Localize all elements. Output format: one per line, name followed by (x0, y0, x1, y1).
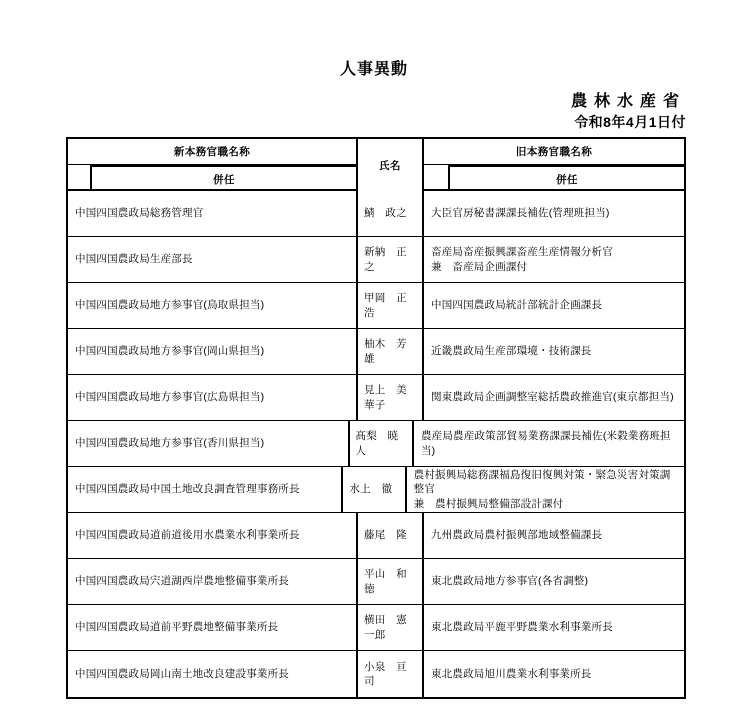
new-post-line-1: 中国四国農政局生産部長 (75, 253, 193, 266)
table-row (68, 283, 684, 329)
cell-old-post (424, 605, 684, 650)
cell-person-name (356, 191, 424, 236)
old-post-line-1: 畜産局畜産振興課畜産生産情報分析官 (431, 246, 613, 259)
old-post-line-1: 農産局農産政策部貿易業務課課長補佐(米穀業務班担当) (420, 430, 671, 457)
new-post-line-1: 中国四国農政局中国土地改良調査管理事務所長 (75, 483, 300, 496)
cell-old-post (424, 237, 684, 282)
cell-person-name (348, 421, 414, 466)
person-name: 柚木 芳雄 (364, 338, 407, 365)
new-post-line-1: 中国四国農政局総務管理官 (75, 207, 204, 220)
cell-new-post (68, 237, 356, 282)
old-post-line-1: 農村振興局総務課福島復旧復興対策・緊急災害対策調整官 (413, 469, 671, 496)
person-name: 藤尾 隆 (364, 529, 407, 542)
cell-new-post (68, 375, 356, 420)
new-post-line-1: 中国四国農政局岡山南土地改良建設事業所長 (75, 667, 289, 680)
personnel-transfer-table (66, 137, 686, 699)
column-header-old-concurrent: 併任 (448, 165, 684, 191)
old-post-line-2: 兼 農村振興局整備部設計課付 (413, 497, 564, 510)
cell-new-post (68, 191, 356, 236)
person-name: 水上 徹 (349, 483, 393, 496)
new-post-line-1: 中国四国農政局道前平野農地整備事業所長 (75, 621, 279, 634)
column-header-new-concurrent: 併任 (90, 165, 356, 191)
old-post-line-1: 近畿農政局生産部環境・技術課長 (431, 345, 592, 358)
table-row (68, 559, 684, 605)
cell-person-name (356, 237, 424, 282)
person-name: 小泉 亘司 (364, 660, 407, 687)
cell-new-post (68, 329, 356, 374)
cell-old-post (424, 375, 684, 420)
person-name: 新納 正之 (364, 246, 407, 273)
cell-old-post (407, 467, 684, 512)
person-name: 甲岡 正浩 (364, 292, 407, 319)
column-header-name: 氏名 (356, 139, 424, 191)
new-post-line-1: 中国四国農政局地方参事官(岡山県担当) (75, 345, 265, 358)
table-row (68, 191, 684, 237)
person-name: 平山 和徳 (364, 568, 407, 595)
person-name: 髙梨 暁人 (355, 430, 399, 457)
old-post-line-1: 中国四国農政局統計部統計企画課長 (431, 299, 603, 312)
cell-person-name (341, 467, 406, 512)
cell-person-name (356, 513, 424, 558)
column-header-new-post: 新本務官職名称 (173, 146, 251, 158)
page-title: 人事異動 (339, 61, 408, 78)
ministry-name: 農林水産省 (570, 93, 686, 110)
old-post-line-1: 東北農政局平鹿平野農業水利事業所長 (431, 621, 613, 634)
cell-old-post (424, 283, 684, 328)
cell-person-name (356, 651, 424, 697)
new-post-line-1: 中国四国農政局地方参事官(広島県担当) (75, 391, 265, 404)
old-post-line-1: 関東農政局企画調整室総括農政推進官(東京都担当) (431, 391, 674, 404)
old-post-line-1: 東北農政局旭川農業水利事業所長 (431, 667, 592, 680)
cell-new-post (68, 513, 356, 558)
cell-person-name (356, 375, 424, 420)
table-row (68, 237, 684, 283)
cell-new-post (68, 605, 356, 650)
new-post-line-1: 中国四国農政局地方参事官(鳥取県担当) (75, 299, 265, 312)
new-post-line-1: 中国四国農政局道前道後用水農業水利事業所長 (75, 529, 300, 542)
table-row (68, 467, 684, 513)
cell-old-post (424, 651, 684, 697)
table-row (68, 513, 684, 559)
new-post-line-1: 中国四国農政局宍道湖西岸農地整備事業所長 (75, 575, 289, 588)
column-header-old-post: 旧本務官職名称 (515, 146, 593, 158)
cell-person-name (356, 329, 424, 374)
cell-person-name (356, 283, 424, 328)
person-name: 鯖 政之 (364, 207, 407, 220)
cell-old-post (414, 421, 684, 466)
table-body (68, 191, 684, 697)
cell-old-post (424, 513, 684, 558)
person-name: 横田 憲一郎 (364, 614, 407, 641)
old-post-line-1: 九州農政局農村振興部地域整備課長 (431, 529, 603, 542)
table-header (68, 139, 684, 191)
cell-new-post (68, 421, 348, 466)
person-name: 見上 美華子 (364, 384, 407, 411)
table-row (68, 375, 684, 421)
column-header-new-concurrent-wrap (68, 165, 356, 189)
old-post-line-1: 大臣官房秘書課課長補佐(管理班担当) (431, 207, 610, 220)
table-row (68, 651, 684, 697)
cell-old-post (424, 191, 684, 236)
effective-date: 令和8年4月1日付 (574, 114, 686, 130)
column-header-old-concurrent-wrap (424, 165, 684, 189)
cell-person-name (356, 559, 424, 604)
cell-old-post (424, 559, 684, 604)
cell-new-post (68, 283, 356, 328)
cell-old-post (424, 329, 684, 374)
old-post-line-2: 兼 畜産局企画課付 (431, 260, 528, 273)
new-post-line-1: 中国四国農政局地方参事官(香川県担当) (75, 437, 265, 450)
table-row (68, 329, 684, 375)
cell-new-post (68, 467, 341, 512)
old-post-line-1: 東北農政局地方参事官(各省調整) (431, 575, 589, 588)
table-row (68, 605, 684, 651)
cell-new-post (68, 559, 356, 604)
table-row (68, 421, 684, 467)
cell-new-post (68, 651, 356, 697)
cell-person-name (356, 605, 424, 650)
